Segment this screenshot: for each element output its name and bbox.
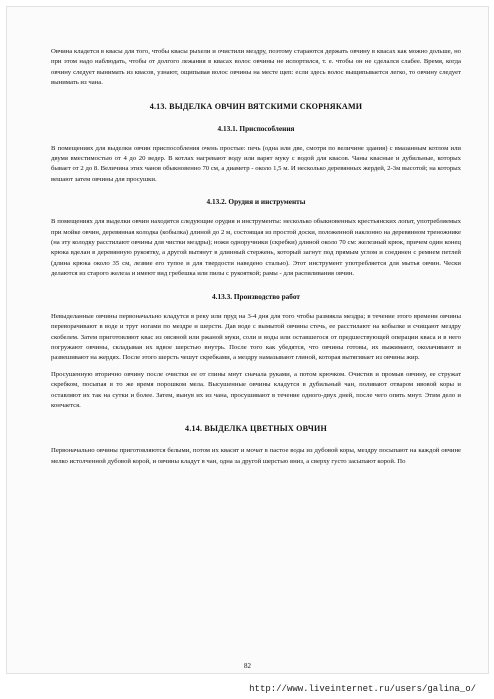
- section2-text: Первоначально овчины приготовляются белыми, потом их квасят и мочат в пастое воды из дубовой коры, мездру посыпают на каждой овчине мелко истолченной дубовой корой, и овчины кладут в чан, одна за другой шерстью вниз, а сверху густо засыпают корой. По: [51, 447, 461, 465]
- section-title: 4.13. ВЫДЕЛКА ОВЧИН ВЯТСКИМИ СКОРНЯКАМИ: [149, 101, 363, 111]
- scanned-page: [6, 6, 489, 674]
- subsection-title-tools-fixtures: 4.13.1. Приспособления: [217, 123, 295, 133]
- intro-paragraph: Овчина кладется в квасы для того, чтобы квасы рыхели и очистили мездру, поэтому стараются держать овчину в квасах как можно дольше, но при этом надо наблюдать, чтобы от долгого лежания в квасах волос овчины не испортился, т. е. чтобы он не сделался слабее. Время, когда овчину следует вынимать из квасов, узнают, ощипывая волос овчины на месте щеп: если здесь волос выщипывается легко, то овчину следует вынимать из чана.: [51, 48, 461, 87]
- subsection-text-fixtures: В помещениях для выделки овчин приспособления очень простые: печь (одна или две, смотря по величине здания) с вмазанным котлом или двумя вместимостью от 4 до 20 ведер. В котлах нагревают воду или варят муку с водой для квасов. Чаны квасные и дубильные, которых бывает от 2 до 8. Величина этих чанов обыкновенно 70 см, а диаметр - около 1,5 м. И несколько деревянных жердей, 2-3м высотой; на которых вешают затем овчины для просушки.: [51, 144, 461, 183]
- footer-url: http://www.liveinternet.ru/users/galina_o/: [249, 684, 476, 694]
- section2-title: 4.14. ВЫДЕЛКА ЦВЕТНЫХ ОВЧИН: [184, 424, 327, 434]
- page-content: [51, 47, 461, 473]
- subsection-title-production: 4.13.3. Производство работ: [211, 291, 300, 301]
- subsection-text-production-1: Невыделанные овчины первоначально кладутся в реку или пруд на 3-4 дня для того чтобы размякла мездра; в течение этого времени овчины переворачивают в воде и трут ногами по мездре и шерсти. Дав воде с вымытой овчины стечь, ее расстилают на кобылке и счищают мездру скобелем. Затем приготовляют квас из овсяной или ржаной муки, соли и воды или оставшегося от предшествующей операции кваса и в него погружают овчины, складывая их вдвое шерстью внутрь. После того как убедятся, что овчины готовы, их выжимают, околачивают и развешивают на жердях. После этого шерсть чешут скребками, а мездру намазывают глиной, которая вытягивает из овчины жир.: [51, 312, 461, 362]
- page-number: 82: [244, 662, 251, 670]
- subsection-text-production-2: Просушенную вторично овчину после очистки ее от глины мнут сначала руками, а потом крючком. Очистив и промыв овчину, ее стружат скребком, посыпая в то же время порошком мела. Высушенные овчины кладутся в дубильный чан, поливают отваром ивовой коры и оставляют их так на сутки и более. Затем, вынув их из чана, просушивают в течение одного-двух дней, после чего опять мнут. Этим дело и кончается.: [51, 370, 461, 409]
- subsection-title-instruments: 4.13.2. Орудия и инструменты: [206, 197, 306, 207]
- subsection-text-instruments: В помещениях для выделки овчин находятся следующие орудия и инструменты: несколько обыкновенных крестьянских лопат, употребляемых при мойке овчин, деревянная колодка (кобылка) длиной до 2 м, состоящая из простой доски, положенной наклонно на деревянном треножнике (на эту колодку расстилают овчины для чистки мездры); ножи одноручники (скребки) длиной около 70 см: железный крюк, причем один конец крюка вделан в деревянную рукоятку, а другой вытянут в длинный стержень, который загнут под прямым углом и соединен с ремнем петлей (длина крюка около 35 см, лезвие его тупое и для твердости наведено сталью). Этот инструмент употребляется для мытья овчин. Чески делаются из старого железа и имеют вид гребешка или пилы с рукояткой; рамы - для распяливания овчин.: [51, 218, 461, 278]
